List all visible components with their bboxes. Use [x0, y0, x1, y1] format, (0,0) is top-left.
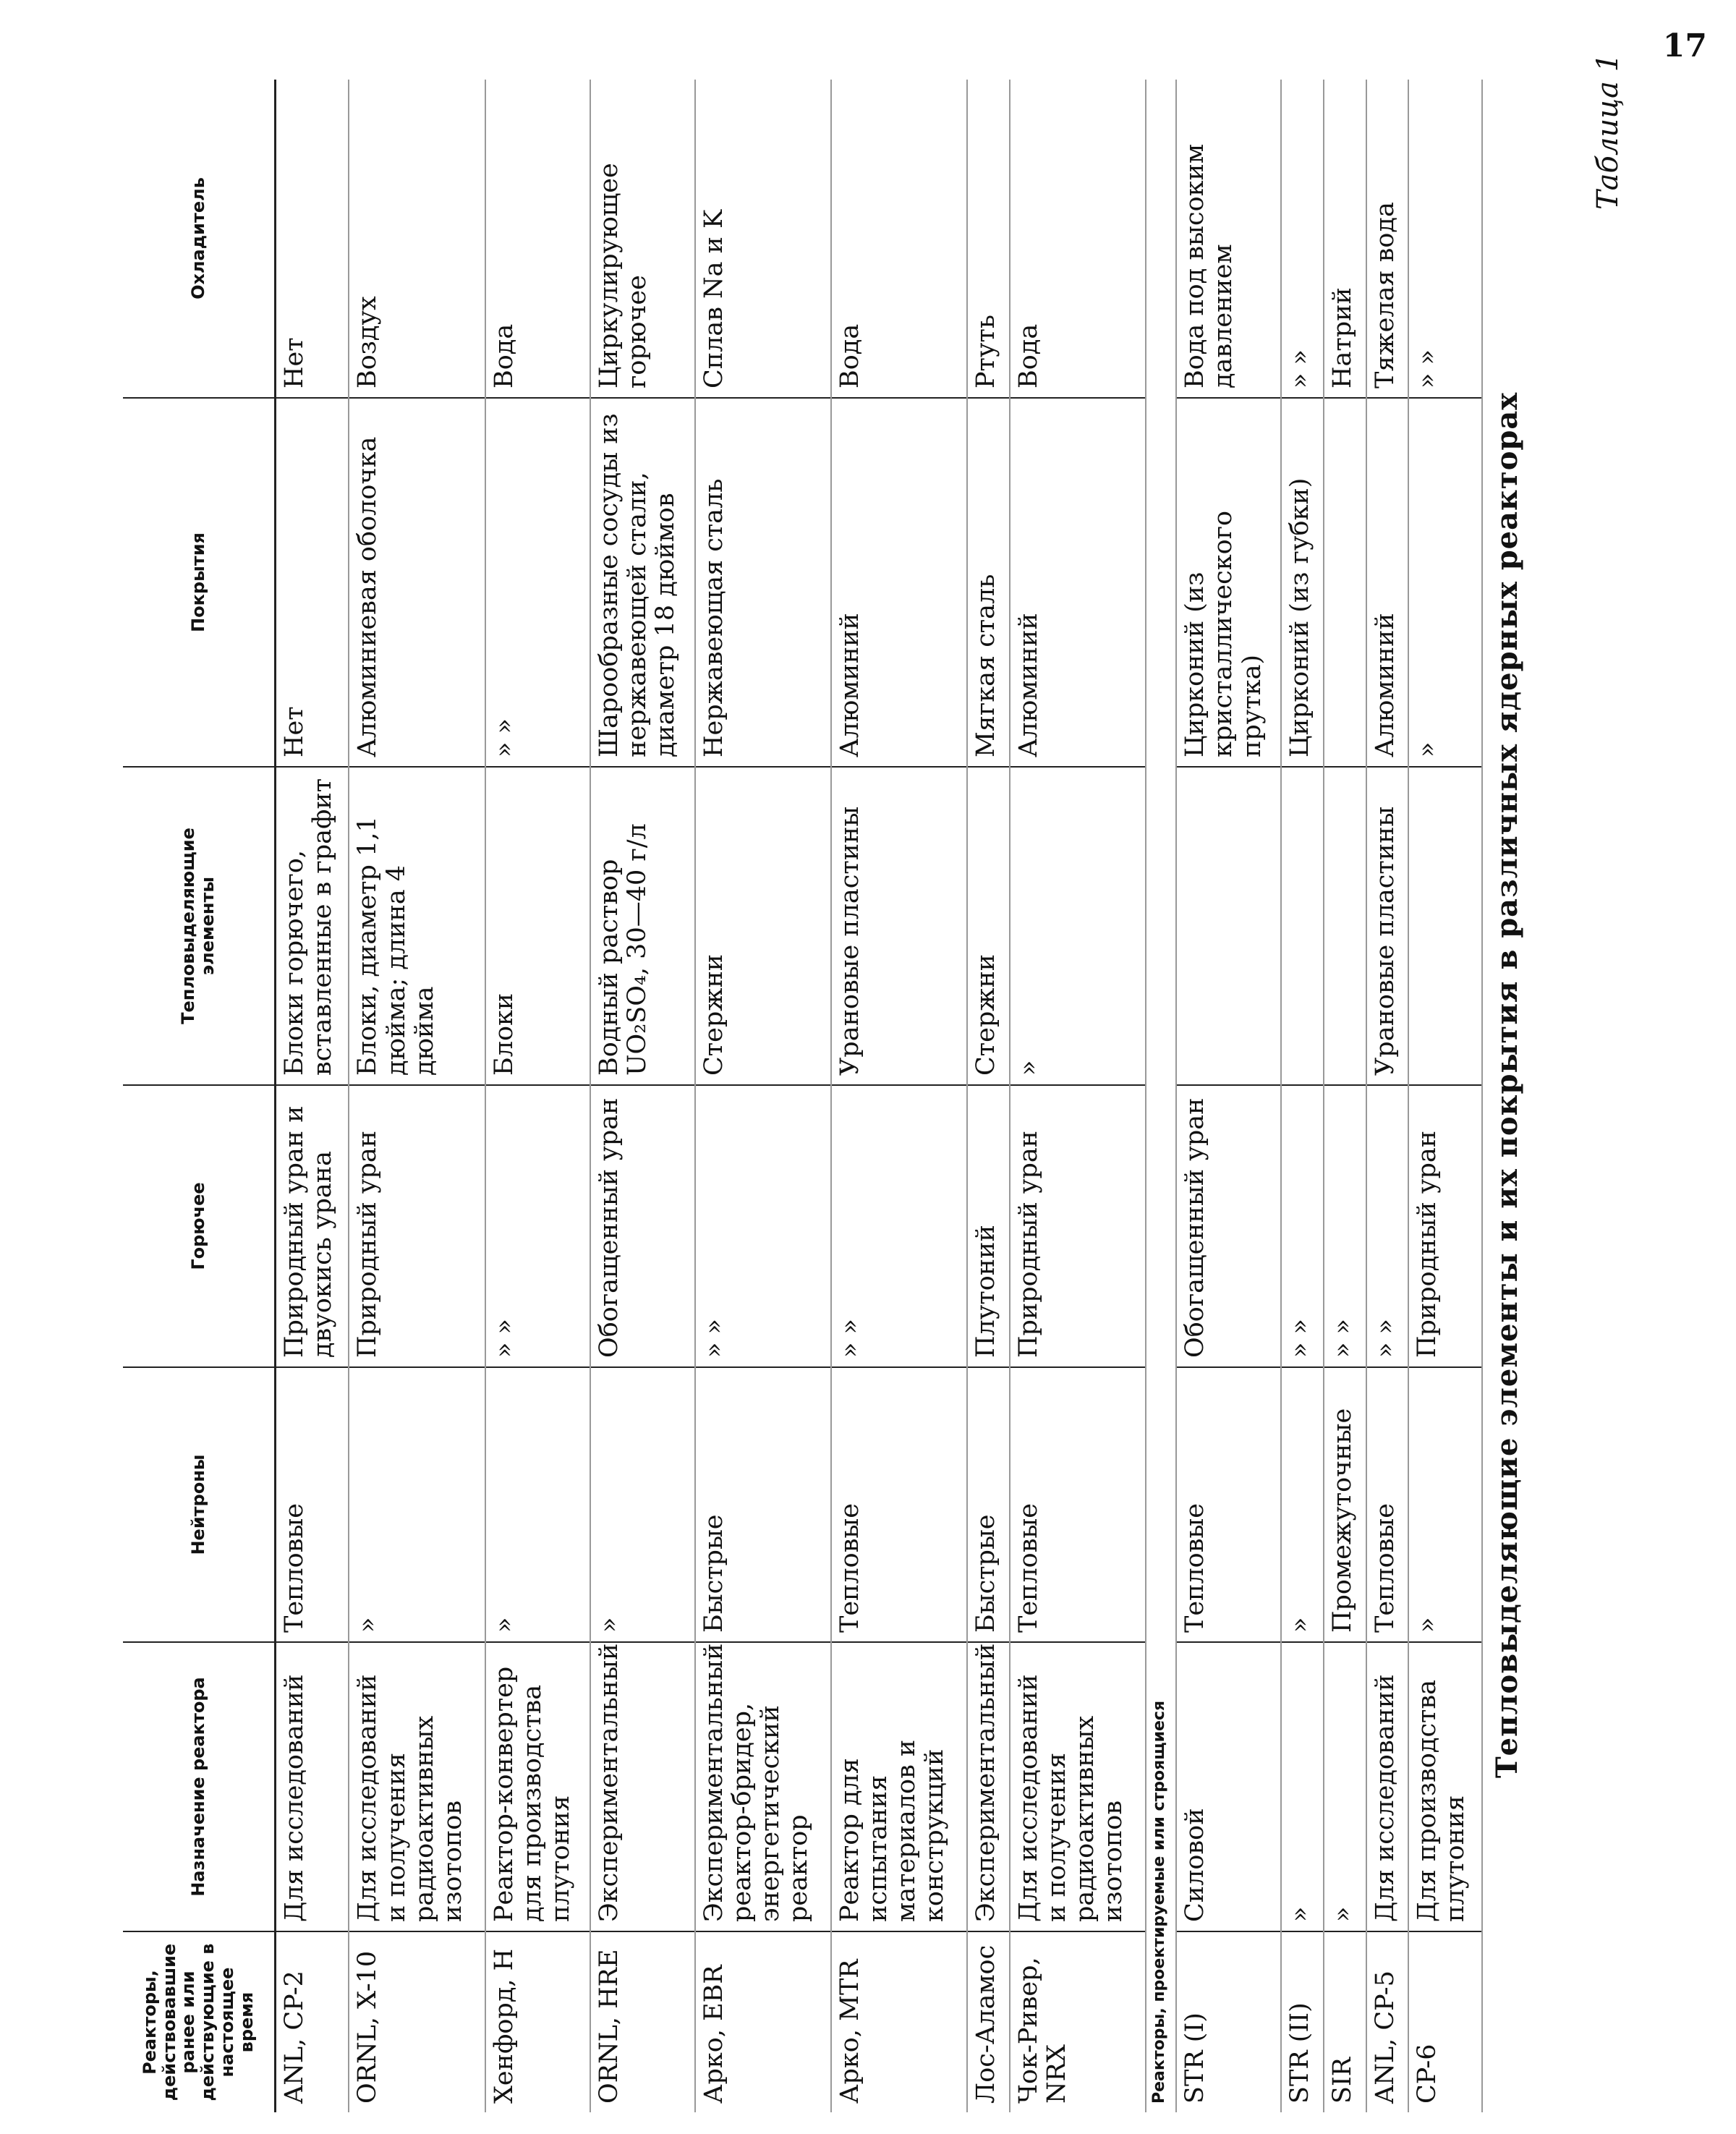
cell-coolant: Вода [831, 80, 967, 398]
table-row [275, 80, 349, 2112]
cell-cladding: Алюминий [831, 398, 967, 767]
table-row [349, 80, 485, 2112]
cell-elements [1281, 767, 1324, 1085]
cell-elements [1324, 767, 1366, 1085]
cell-neutrons: Тепловые [1010, 1367, 1146, 1642]
cell-cladding: Нержавеющая сталь [695, 398, 831, 767]
cell-reactor: CP-6 [1408, 1931, 1482, 2112]
cell-reactor: SIR [1324, 1931, 1366, 2112]
cell-coolant: Тяжелая вода [1366, 80, 1409, 398]
cell-reactor: ANL, CP-2 [275, 1931, 349, 2112]
cell-reactor: Арко, EBR [695, 1931, 831, 2112]
cell-purpose: » [1281, 1642, 1324, 1931]
cell-reactor: Лос-Аламос [967, 1931, 1010, 2112]
cell-elements [1176, 767, 1281, 1085]
cell-purpose: » [1324, 1642, 1366, 1931]
cell-purpose: Для производства плутония [1408, 1642, 1482, 1931]
cell-purpose: Силовой [1176, 1642, 1281, 1931]
cell-reactor: Чок-Ривер, NRX [1010, 1931, 1146, 2112]
cell-cladding: Цирконий (из кристаллического прутка) [1176, 398, 1281, 767]
header-row [123, 80, 275, 2112]
cell-fuel: » » [1324, 1085, 1366, 1367]
cell-coolant: » » [1281, 80, 1324, 398]
cell-purpose: Для исследований [1366, 1642, 1409, 1931]
header-purpose: Назначение реактора [123, 1642, 275, 1931]
cell-cladding: » » [485, 398, 590, 767]
cell-fuel: Природный уран [1010, 1085, 1146, 1367]
cell-elements: Блоки горючего, вставленные в графит [275, 767, 349, 1085]
cell-cladding: » [1408, 398, 1482, 767]
cell-reactor: ANL, CP-5 [1366, 1931, 1409, 2112]
header-elements: Тепловыделяющие элементы [123, 767, 275, 1085]
cell-cladding [1324, 398, 1366, 767]
cell-cladding: Мягкая сталь [967, 398, 1010, 767]
cell-neutrons: Быстрые [967, 1367, 1010, 1642]
cell-fuel: Обогащенный уран [1176, 1085, 1281, 1367]
cell-fuel: Обогащенный уран [590, 1085, 695, 1367]
cell-coolant: Воздух [349, 80, 485, 398]
cell-coolant: Вода под высоким давлением [1176, 80, 1281, 398]
cell-coolant: Нет [275, 80, 349, 398]
cell-elements: Стержни [967, 767, 1010, 1085]
cell-neutrons: Промежуточные [1324, 1367, 1366, 1642]
cell-fuel: » » [485, 1085, 590, 1367]
cell-purpose: Экспериментальный [967, 1642, 1010, 1931]
cell-elements: Урановые пластины [1366, 767, 1409, 1085]
header-fuel: Горючее [123, 1085, 275, 1367]
cell-purpose: Реактор для испытания материалов и конструкций [831, 1642, 967, 1931]
cell-fuel: » » [1366, 1085, 1409, 1367]
cell-reactor: Арко, MTR [831, 1931, 967, 2112]
group-label: Реакторы, проектируемые или строящиеся [1146, 80, 1177, 2112]
cell-cladding: Нет [275, 398, 349, 767]
group-row [1146, 80, 1177, 2112]
table-caption: Таблица 1 [1591, 53, 1625, 210]
cell-reactor: STR (II) [1281, 1931, 1324, 2112]
header-coolant: Охладитель [123, 80, 275, 398]
header-cladding: Покрытия [123, 398, 275, 767]
cell-coolant: » » [1408, 80, 1482, 398]
table-title: Тепловыделяющие элементы и их покрытия в различных ядерных реакторах [1490, 391, 1524, 1779]
table-row [590, 80, 695, 2112]
table-row [485, 80, 590, 2112]
cell-neutrons: » [1408, 1367, 1482, 1642]
cell-fuel: Природный уран [1408, 1085, 1482, 1367]
table-row [1010, 80, 1146, 2112]
cell-elements: Блоки, диаметр 1,1 дюйма; длина 4 дюйма [349, 767, 485, 1085]
cell-reactor: ORNL, X-10 [349, 1931, 485, 2112]
cell-cladding: Алюминий [1010, 398, 1146, 767]
table-row [1324, 80, 1366, 2112]
cell-purpose: Для исследований и получения радиоактивных изотопов [1010, 1642, 1146, 1931]
cell-fuel: » » [695, 1085, 831, 1367]
cell-elements: Урановые пластины [831, 767, 967, 1085]
cell-neutrons: » [349, 1367, 485, 1642]
cell-fuel: Плутоний [967, 1085, 1010, 1367]
cell-fuel: » » [831, 1085, 967, 1367]
reactor-table [123, 80, 1483, 2112]
cell-coolant: Натрий [1324, 80, 1366, 398]
cell-coolant: Циркулирующее горючее [590, 80, 695, 398]
table-row [831, 80, 967, 2112]
cell-elements [1408, 767, 1482, 1085]
cell-cladding: Шарообразные сосуды из нержавеющей стали, диаметр 18 дюймов [590, 398, 695, 767]
table-row [695, 80, 831, 2112]
cell-purpose: Экспериментальный реактор-бридер, энергетический реактор [695, 1642, 831, 1931]
cell-neutrons: Быстрые [695, 1367, 831, 1642]
table-row [1408, 80, 1482, 2112]
cell-fuel: Природный уран и двуокись урана [275, 1085, 349, 1367]
cell-fuel: Природный уран [349, 1085, 485, 1367]
cell-purpose: Экспериментальный [590, 1642, 695, 1931]
header-reactor: Реакторы, действовавшие ранее или действующие в настоящее время [123, 1931, 275, 2112]
cell-neutrons: Тепловые [1366, 1367, 1409, 1642]
cell-neutrons: » [485, 1367, 590, 1642]
cell-elements: Водный раствор UO₂SO₄, 30—40 г/л [590, 767, 695, 1085]
cell-coolant: Вода [1010, 80, 1146, 398]
cell-fuel: » » [1281, 1085, 1324, 1367]
cell-purpose: Для исследований и получения радиоактивных изотопов [349, 1642, 485, 1931]
cell-reactor: Хенфорд, H [485, 1931, 590, 2112]
cell-coolant: Сплав Na и K [695, 80, 831, 398]
cell-cladding: Алюминий [1366, 398, 1409, 767]
cell-neutrons: Тепловые [831, 1367, 967, 1642]
cell-neutrons: » [1281, 1367, 1324, 1642]
cell-neutrons: » [590, 1367, 695, 1642]
table-row [1176, 80, 1281, 2112]
cell-elements: » [1010, 767, 1146, 1085]
cell-elements: Стержни [695, 767, 831, 1085]
table-row [1366, 80, 1409, 2112]
cell-purpose: Для исследований [275, 1642, 349, 1931]
cell-purpose: Реактор-конвертер для производства плутония [485, 1642, 590, 1931]
cell-cladding: Цирконий (из губки) [1281, 398, 1324, 767]
cell-reactor: ORNL, HRE [590, 1931, 695, 2112]
table-row [1281, 80, 1324, 2112]
cell-neutrons: Тепловые [275, 1367, 349, 1642]
table-row [967, 80, 1010, 2112]
cell-coolant: Вода [485, 80, 590, 398]
cell-cladding: Алюминиевая оболочка [349, 398, 485, 767]
header-neutrons: Нейтроны [123, 1367, 275, 1642]
page-number: 17 [1662, 27, 1707, 64]
cell-coolant: Ртуть [967, 80, 1010, 398]
cell-neutrons: Тепловые [1176, 1367, 1281, 1642]
cell-elements: Блоки [485, 767, 590, 1085]
cell-reactor: STR (I) [1176, 1931, 1281, 2112]
